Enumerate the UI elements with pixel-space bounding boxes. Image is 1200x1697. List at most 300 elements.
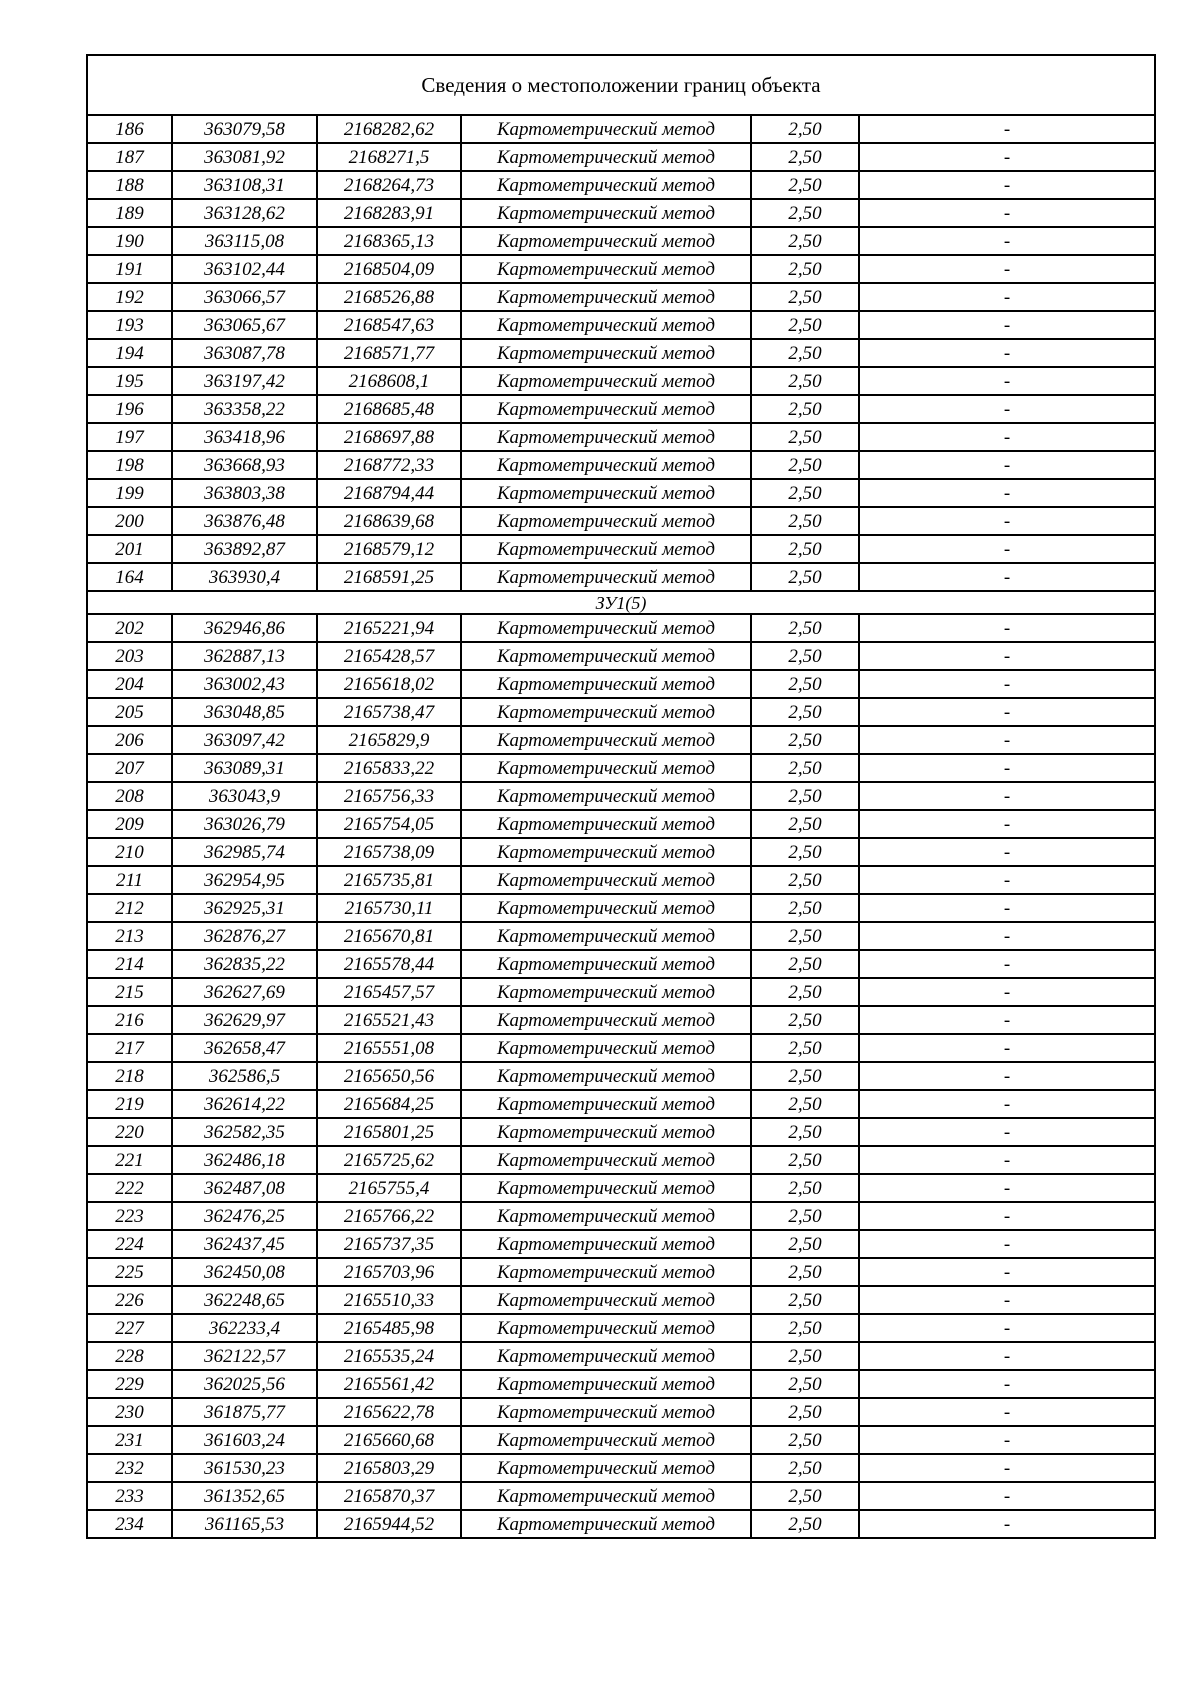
point-number-cell: 202 xyxy=(87,614,172,642)
table-row xyxy=(87,1426,1155,1454)
x-coordinate-cell: 361530,23 xyxy=(172,1454,317,1482)
x-coordinate-cell: 362437,45 xyxy=(172,1230,317,1258)
x-coordinate-cell: 363079,58 xyxy=(172,115,317,143)
y-coordinate-cell: 2165578,44 xyxy=(317,950,461,978)
precision-cell: 2,50 xyxy=(751,1090,859,1118)
y-coordinate-cell: 2165535,24 xyxy=(317,1342,461,1370)
y-coordinate-cell: 2168283,91 xyxy=(317,199,461,227)
precision-cell: 2,50 xyxy=(751,978,859,1006)
x-coordinate-cell: 363358,22 xyxy=(172,395,317,423)
x-coordinate-cell: 363048,85 xyxy=(172,698,317,726)
point-number-cell: 197 xyxy=(87,423,172,451)
description-cell: - xyxy=(859,698,1155,726)
point-number-cell: 216 xyxy=(87,1006,172,1034)
precision-cell: 2,50 xyxy=(751,698,859,726)
table-row xyxy=(87,754,1155,782)
y-coordinate-cell: 2165756,33 xyxy=(317,782,461,810)
table-row xyxy=(87,1370,1155,1398)
table-row xyxy=(87,563,1155,591)
x-coordinate-cell: 362876,27 xyxy=(172,922,317,950)
precision-cell: 2,50 xyxy=(751,1006,859,1034)
point-number-cell: 219 xyxy=(87,1090,172,1118)
x-coordinate-cell: 363108,31 xyxy=(172,171,317,199)
table-row xyxy=(87,1034,1155,1062)
table-row xyxy=(87,1482,1155,1510)
point-number-cell: 229 xyxy=(87,1370,172,1398)
x-coordinate-cell: 363892,87 xyxy=(172,535,317,563)
y-coordinate-cell: 2165221,94 xyxy=(317,614,461,642)
precision-cell: 2,50 xyxy=(751,810,859,838)
table-row xyxy=(87,1202,1155,1230)
method-cell: Картометрический метод xyxy=(461,367,751,395)
table-row xyxy=(87,227,1155,255)
y-coordinate-cell: 2168579,12 xyxy=(317,535,461,563)
y-coordinate-cell: 2168547,63 xyxy=(317,311,461,339)
table-row xyxy=(87,115,1155,143)
y-coordinate-cell: 2168365,13 xyxy=(317,227,461,255)
precision-cell: 2,50 xyxy=(751,1454,859,1482)
y-coordinate-cell: 2165618,02 xyxy=(317,670,461,698)
description-cell: - xyxy=(859,1482,1155,1510)
x-coordinate-cell: 362658,47 xyxy=(172,1034,317,1062)
precision-cell: 2,50 xyxy=(751,115,859,143)
precision-cell: 2,50 xyxy=(751,922,859,950)
description-cell: - xyxy=(859,115,1155,143)
method-cell: Картометрический метод xyxy=(461,479,751,507)
point-number-cell: 208 xyxy=(87,782,172,810)
precision-cell: 2,50 xyxy=(751,535,859,563)
table-row xyxy=(87,642,1155,670)
x-coordinate-cell: 361165,53 xyxy=(172,1510,317,1538)
description-cell: - xyxy=(859,1370,1155,1398)
table-row xyxy=(87,451,1155,479)
method-cell: Картометрический метод xyxy=(461,726,751,754)
method-cell: Картометрический метод xyxy=(461,1202,751,1230)
method-cell: Картометрический метод xyxy=(461,563,751,591)
x-coordinate-cell: 363081,92 xyxy=(172,143,317,171)
method-cell: Картометрический метод xyxy=(461,199,751,227)
x-coordinate-cell: 363089,31 xyxy=(172,754,317,782)
table-row xyxy=(87,1062,1155,1090)
x-coordinate-cell: 363066,57 xyxy=(172,283,317,311)
y-coordinate-cell: 2165801,25 xyxy=(317,1118,461,1146)
y-coordinate-cell: 2165485,98 xyxy=(317,1314,461,1342)
method-cell: Картометрический метод xyxy=(461,507,751,535)
point-number-cell: 226 xyxy=(87,1286,172,1314)
table-row xyxy=(87,726,1155,754)
x-coordinate-cell: 363128,62 xyxy=(172,199,317,227)
y-coordinate-cell: 2168697,88 xyxy=(317,423,461,451)
precision-cell: 2,50 xyxy=(751,1258,859,1286)
point-number-cell: 213 xyxy=(87,922,172,950)
x-coordinate-cell: 361603,24 xyxy=(172,1426,317,1454)
x-coordinate-cell: 362122,57 xyxy=(172,1342,317,1370)
y-coordinate-cell: 2165551,08 xyxy=(317,1034,461,1062)
point-number-cell: 222 xyxy=(87,1174,172,1202)
method-cell: Картометрический метод xyxy=(461,922,751,950)
x-coordinate-cell: 362627,69 xyxy=(172,978,317,1006)
description-cell: - xyxy=(859,339,1155,367)
precision-cell: 2,50 xyxy=(751,950,859,978)
description-cell: - xyxy=(859,1398,1155,1426)
description-cell: - xyxy=(859,311,1155,339)
y-coordinate-cell: 2165738,09 xyxy=(317,838,461,866)
y-coordinate-cell: 2165944,52 xyxy=(317,1510,461,1538)
y-coordinate-cell: 2168685,48 xyxy=(317,395,461,423)
description-cell: - xyxy=(859,1258,1155,1286)
description-cell: - xyxy=(859,1146,1155,1174)
precision-cell: 2,50 xyxy=(751,726,859,754)
x-coordinate-cell: 363876,48 xyxy=(172,507,317,535)
point-number-cell: 189 xyxy=(87,199,172,227)
description-cell: - xyxy=(859,143,1155,171)
method-cell: Картометрический метод xyxy=(461,311,751,339)
point-number-cell: 230 xyxy=(87,1398,172,1426)
description-cell: - xyxy=(859,479,1155,507)
precision-cell: 2,50 xyxy=(751,894,859,922)
point-number-cell: 198 xyxy=(87,451,172,479)
table-row xyxy=(87,922,1155,950)
table-row xyxy=(87,1118,1155,1146)
method-cell: Картометрический метод xyxy=(461,395,751,423)
point-number-cell: 210 xyxy=(87,838,172,866)
precision-cell: 2,50 xyxy=(751,1510,859,1538)
precision-cell: 2,50 xyxy=(751,1230,859,1258)
description-cell: - xyxy=(859,1090,1155,1118)
point-number-cell: 215 xyxy=(87,978,172,1006)
table-row xyxy=(87,171,1155,199)
y-coordinate-cell: 2168526,88 xyxy=(317,283,461,311)
method-cell: Картометрический метод xyxy=(461,1006,751,1034)
description-cell: - xyxy=(859,838,1155,866)
x-coordinate-cell: 362835,22 xyxy=(172,950,317,978)
table-row xyxy=(87,670,1155,698)
table-row xyxy=(87,1510,1155,1538)
point-number-cell: 205 xyxy=(87,698,172,726)
description-cell: - xyxy=(859,1174,1155,1202)
y-coordinate-cell: 2165730,11 xyxy=(317,894,461,922)
description-cell: - xyxy=(859,1286,1155,1314)
point-number-cell: 214 xyxy=(87,950,172,978)
precision-cell: 2,50 xyxy=(751,367,859,395)
y-coordinate-cell: 2165803,29 xyxy=(317,1454,461,1482)
description-cell: - xyxy=(859,1118,1155,1146)
description-cell: - xyxy=(859,535,1155,563)
method-cell: Картометрический метод xyxy=(461,1510,751,1538)
point-number-cell: 194 xyxy=(87,339,172,367)
precision-cell: 2,50 xyxy=(751,838,859,866)
precision-cell: 2,50 xyxy=(751,866,859,894)
point-number-cell: 191 xyxy=(87,255,172,283)
x-coordinate-cell: 362487,08 xyxy=(172,1174,317,1202)
x-coordinate-cell: 362954,95 xyxy=(172,866,317,894)
table-row xyxy=(87,1230,1155,1258)
method-cell: Картометрический метод xyxy=(461,950,751,978)
point-number-cell: 218 xyxy=(87,1062,172,1090)
section-row xyxy=(87,591,1155,614)
table-row xyxy=(87,614,1155,642)
table-row xyxy=(87,894,1155,922)
y-coordinate-cell: 2165725,62 xyxy=(317,1146,461,1174)
method-cell: Картометрический метод xyxy=(461,171,751,199)
description-cell: - xyxy=(859,1426,1155,1454)
precision-cell: 2,50 xyxy=(751,339,859,367)
precision-cell: 2,50 xyxy=(751,311,859,339)
y-coordinate-cell: 2168772,33 xyxy=(317,451,461,479)
y-coordinate-cell: 2168639,68 xyxy=(317,507,461,535)
table-row xyxy=(87,1342,1155,1370)
precision-cell: 2,50 xyxy=(751,642,859,670)
point-number-cell: 201 xyxy=(87,535,172,563)
y-coordinate-cell: 2165737,35 xyxy=(317,1230,461,1258)
point-number-cell: 224 xyxy=(87,1230,172,1258)
x-coordinate-cell: 362248,65 xyxy=(172,1286,317,1314)
boundary-coordinates-table xyxy=(86,54,1156,1539)
method-cell: Картометрический метод xyxy=(461,978,751,1006)
table-row xyxy=(87,395,1155,423)
point-number-cell: 220 xyxy=(87,1118,172,1146)
description-cell: - xyxy=(859,1454,1155,1482)
table-row xyxy=(87,507,1155,535)
point-number-cell: 207 xyxy=(87,754,172,782)
table-title: Сведения о местоположении границ объекта xyxy=(87,55,1155,115)
description-cell: - xyxy=(859,1314,1155,1342)
x-coordinate-cell: 363418,96 xyxy=(172,423,317,451)
y-coordinate-cell: 2165660,68 xyxy=(317,1426,461,1454)
description-cell: - xyxy=(859,507,1155,535)
method-cell: Картометрический метод xyxy=(461,1174,751,1202)
x-coordinate-cell: 363803,38 xyxy=(172,479,317,507)
description-cell: - xyxy=(859,810,1155,838)
y-coordinate-cell: 2165670,81 xyxy=(317,922,461,950)
point-number-cell: 231 xyxy=(87,1426,172,1454)
table-row xyxy=(87,1090,1155,1118)
table-row xyxy=(87,1258,1155,1286)
precision-cell: 2,50 xyxy=(751,1202,859,1230)
method-cell: Картометрический метод xyxy=(461,1342,751,1370)
precision-cell: 2,50 xyxy=(751,255,859,283)
description-cell: - xyxy=(859,1510,1155,1538)
method-cell: Картометрический метод xyxy=(461,423,751,451)
x-coordinate-cell: 363102,44 xyxy=(172,255,317,283)
y-coordinate-cell: 2165428,57 xyxy=(317,642,461,670)
table-row xyxy=(87,423,1155,451)
point-number-cell: 188 xyxy=(87,171,172,199)
method-cell: Картометрический метод xyxy=(461,866,751,894)
description-cell: - xyxy=(859,1006,1155,1034)
method-cell: Картометрический метод xyxy=(461,1230,751,1258)
method-cell: Картометрический метод xyxy=(461,1314,751,1342)
method-cell: Картометрический метод xyxy=(461,1370,751,1398)
precision-cell: 2,50 xyxy=(751,451,859,479)
y-coordinate-cell: 2168282,62 xyxy=(317,115,461,143)
point-number-cell: 228 xyxy=(87,1342,172,1370)
x-coordinate-cell: 363026,79 xyxy=(172,810,317,838)
table-row xyxy=(87,311,1155,339)
x-coordinate-cell: 363065,67 xyxy=(172,311,317,339)
method-cell: Картометрический метод xyxy=(461,1090,751,1118)
y-coordinate-cell: 2165735,81 xyxy=(317,866,461,894)
precision-cell: 2,50 xyxy=(751,143,859,171)
point-number-cell: 190 xyxy=(87,227,172,255)
precision-cell: 2,50 xyxy=(751,1174,859,1202)
description-cell: - xyxy=(859,227,1155,255)
table-row xyxy=(87,479,1155,507)
point-number-cell: 186 xyxy=(87,115,172,143)
point-number-cell: 233 xyxy=(87,1482,172,1510)
method-cell: Картометрический метод xyxy=(461,670,751,698)
point-number-cell: 225 xyxy=(87,1258,172,1286)
precision-cell: 2,50 xyxy=(751,1426,859,1454)
point-number-cell: 195 xyxy=(87,367,172,395)
point-number-cell: 232 xyxy=(87,1454,172,1482)
table-row xyxy=(87,698,1155,726)
description-cell: - xyxy=(859,726,1155,754)
x-coordinate-cell: 362946,86 xyxy=(172,614,317,642)
x-coordinate-cell: 362233,4 xyxy=(172,1314,317,1342)
method-cell: Картометрический метод xyxy=(461,143,751,171)
x-coordinate-cell: 363087,78 xyxy=(172,339,317,367)
table-row xyxy=(87,339,1155,367)
table-row xyxy=(87,1314,1155,1342)
precision-cell: 2,50 xyxy=(751,1342,859,1370)
y-coordinate-cell: 2168608,1 xyxy=(317,367,461,395)
method-cell: Картометрический метод xyxy=(461,535,751,563)
x-coordinate-cell: 363002,43 xyxy=(172,670,317,698)
method-cell: Картометрический метод xyxy=(461,1482,751,1510)
method-cell: Картометрический метод xyxy=(461,255,751,283)
table-row xyxy=(87,1006,1155,1034)
table-row xyxy=(87,255,1155,283)
y-coordinate-cell: 2165684,25 xyxy=(317,1090,461,1118)
precision-cell: 2,50 xyxy=(751,754,859,782)
precision-cell: 2,50 xyxy=(751,227,859,255)
y-coordinate-cell: 2168504,09 xyxy=(317,255,461,283)
point-number-cell: 187 xyxy=(87,143,172,171)
x-coordinate-cell: 362887,13 xyxy=(172,642,317,670)
method-cell: Картометрический метод xyxy=(461,810,751,838)
table-row xyxy=(87,1398,1155,1426)
description-cell: - xyxy=(859,670,1155,698)
precision-cell: 2,50 xyxy=(751,1062,859,1090)
table-row xyxy=(87,283,1155,311)
point-number-cell: 217 xyxy=(87,1034,172,1062)
point-number-cell: 227 xyxy=(87,1314,172,1342)
description-cell: - xyxy=(859,866,1155,894)
precision-cell: 2,50 xyxy=(751,1370,859,1398)
method-cell: Картометрический метод xyxy=(461,451,751,479)
description-cell: - xyxy=(859,978,1155,1006)
table-row xyxy=(87,1286,1155,1314)
method-cell: Картометрический метод xyxy=(461,642,751,670)
method-cell: Картометрический метод xyxy=(461,1062,751,1090)
description-cell: - xyxy=(859,255,1155,283)
precision-cell: 2,50 xyxy=(751,1314,859,1342)
precision-cell: 2,50 xyxy=(751,395,859,423)
precision-cell: 2,50 xyxy=(751,614,859,642)
description-cell: - xyxy=(859,1202,1155,1230)
x-coordinate-cell: 363097,42 xyxy=(172,726,317,754)
table-row xyxy=(87,143,1155,171)
x-coordinate-cell: 362629,97 xyxy=(172,1006,317,1034)
method-cell: Картометрический метод xyxy=(461,1454,751,1482)
table-title-row xyxy=(87,55,1155,115)
y-coordinate-cell: 2165870,37 xyxy=(317,1482,461,1510)
method-cell: Картометрический метод xyxy=(461,1146,751,1174)
description-cell: - xyxy=(859,894,1155,922)
description-cell: - xyxy=(859,1230,1155,1258)
method-cell: Картометрический метод xyxy=(461,698,751,726)
precision-cell: 2,50 xyxy=(751,1146,859,1174)
precision-cell: 2,50 xyxy=(751,171,859,199)
table-row xyxy=(87,950,1155,978)
description-cell: - xyxy=(859,423,1155,451)
point-number-cell: 192 xyxy=(87,283,172,311)
precision-cell: 2,50 xyxy=(751,479,859,507)
precision-cell: 2,50 xyxy=(751,283,859,311)
table-row xyxy=(87,978,1155,1006)
precision-cell: 2,50 xyxy=(751,670,859,698)
description-cell: - xyxy=(859,754,1155,782)
point-number-cell: 212 xyxy=(87,894,172,922)
table-row xyxy=(87,782,1155,810)
description-cell: - xyxy=(859,199,1155,227)
y-coordinate-cell: 2168271,5 xyxy=(317,143,461,171)
description-cell: - xyxy=(859,283,1155,311)
method-cell: Картометрический метод xyxy=(461,1118,751,1146)
description-cell: - xyxy=(859,563,1155,591)
table-row xyxy=(87,1146,1155,1174)
x-coordinate-cell: 363668,93 xyxy=(172,451,317,479)
y-coordinate-cell: 2165754,05 xyxy=(317,810,461,838)
point-number-cell: 203 xyxy=(87,642,172,670)
precision-cell: 2,50 xyxy=(751,563,859,591)
y-coordinate-cell: 2168591,25 xyxy=(317,563,461,591)
x-coordinate-cell: 363197,42 xyxy=(172,367,317,395)
point-number-cell: 164 xyxy=(87,563,172,591)
table-row xyxy=(87,810,1155,838)
y-coordinate-cell: 2168264,73 xyxy=(317,171,461,199)
precision-cell: 2,50 xyxy=(751,199,859,227)
point-number-cell: 209 xyxy=(87,810,172,838)
point-number-cell: 211 xyxy=(87,866,172,894)
point-number-cell: 204 xyxy=(87,670,172,698)
x-coordinate-cell: 362925,31 xyxy=(172,894,317,922)
point-number-cell: 221 xyxy=(87,1146,172,1174)
table-row xyxy=(87,838,1155,866)
table-row xyxy=(87,1454,1155,1482)
description-cell: - xyxy=(859,614,1155,642)
method-cell: Картометрический метод xyxy=(461,754,751,782)
method-cell: Картометрический метод xyxy=(461,782,751,810)
table-row xyxy=(87,866,1155,894)
y-coordinate-cell: 2165738,47 xyxy=(317,698,461,726)
x-coordinate-cell: 361352,65 xyxy=(172,1482,317,1510)
y-coordinate-cell: 2165829,9 xyxy=(317,726,461,754)
x-coordinate-cell: 363043,9 xyxy=(172,782,317,810)
method-cell: Картометрический метод xyxy=(461,1258,751,1286)
precision-cell: 2,50 xyxy=(751,507,859,535)
table-row xyxy=(87,367,1155,395)
description-cell: - xyxy=(859,395,1155,423)
precision-cell: 2,50 xyxy=(751,1034,859,1062)
y-coordinate-cell: 2165622,78 xyxy=(317,1398,461,1426)
table-row xyxy=(87,535,1155,563)
y-coordinate-cell: 2165650,56 xyxy=(317,1062,461,1090)
method-cell: Картометрический метод xyxy=(461,1034,751,1062)
description-cell: - xyxy=(859,1062,1155,1090)
table-row xyxy=(87,1174,1155,1202)
